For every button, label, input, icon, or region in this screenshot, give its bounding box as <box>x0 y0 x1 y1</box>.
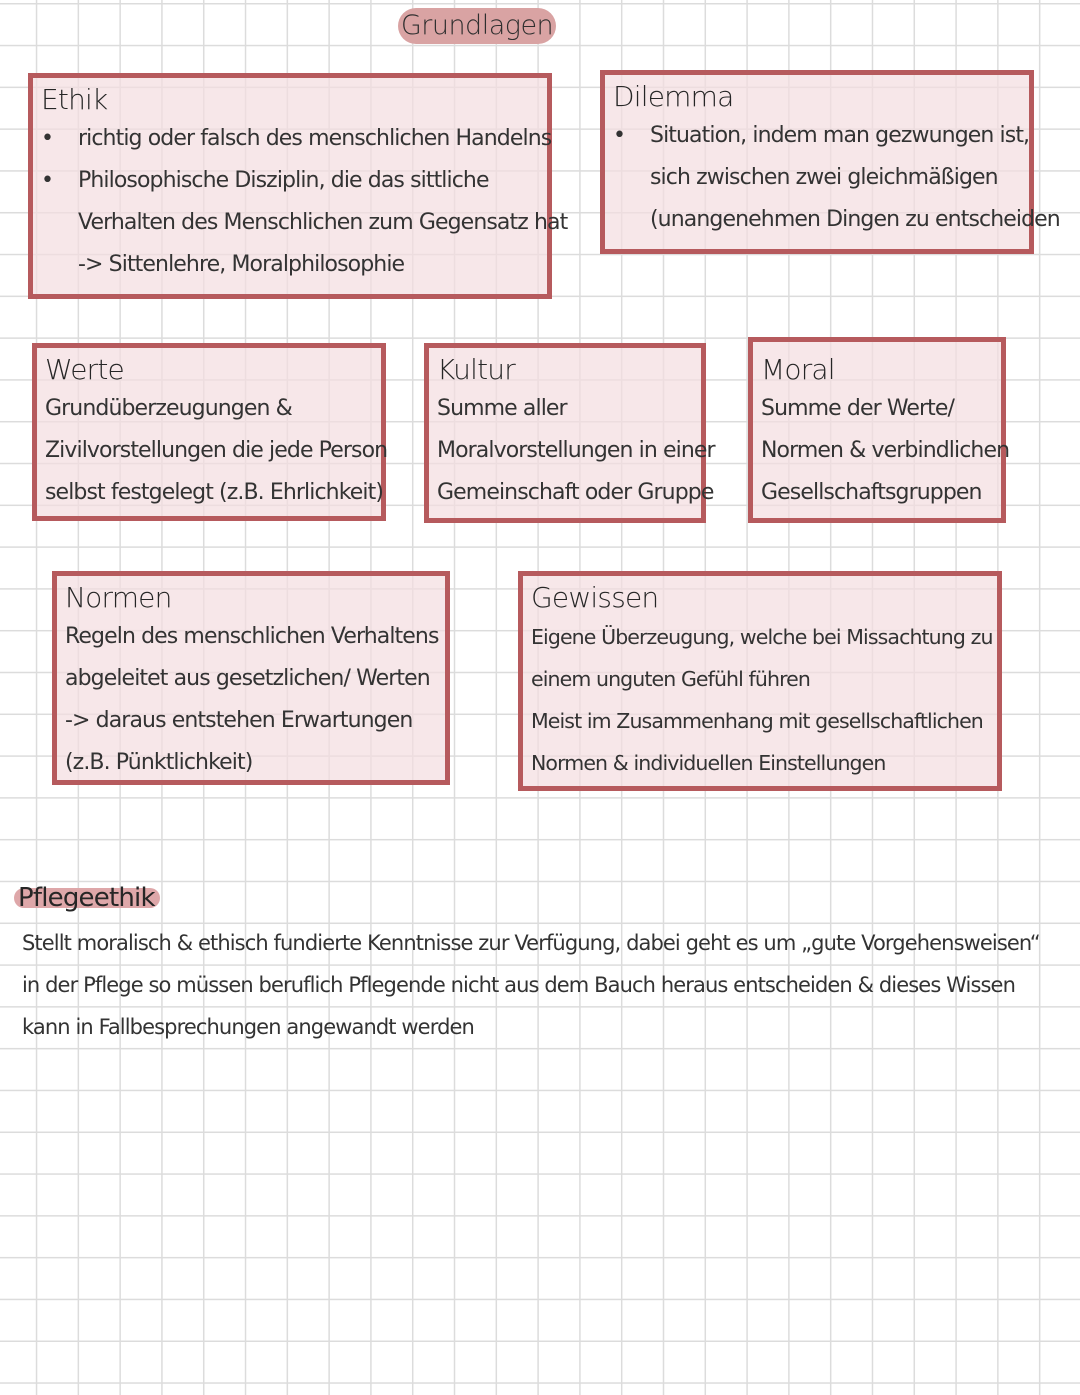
paragraph-line: kann in Fallbesprechungen angewandt werden <box>22 1015 474 1039</box>
card-normen-title: Normen <box>65 581 172 614</box>
card-normen-line: Regeln des menschlichen Verhaltens <box>65 624 439 649</box>
card-gewissen-title: Gewissen <box>531 581 659 614</box>
paragraph-line: in der Pflege so müssen beruflich Pflegende nicht aus dem Bauch heraus entscheiden & dieses Wissen <box>22 973 1015 997</box>
list-item: • Philosophische Disziplin, die das sittliche <box>41 160 539 202</box>
card-ethik-bullets <box>41 118 552 202</box>
card-werte-line: selbst festgelegt (z.B. Ehrlichkeit) <box>45 480 384 505</box>
card-moral-line: Normen & verbindlichen <box>761 438 1010 463</box>
card-werte-title: Werte <box>45 353 124 386</box>
page-title: Grundlagen <box>398 8 556 44</box>
card-moral-line: Summe der Werte/ <box>761 396 955 421</box>
card-moral-line: Gesellschaftsgruppen <box>761 480 982 505</box>
bullet-icon: • <box>613 123 626 148</box>
card-ethik-line: Verhalten des Menschlichen zum Gegensatz hat <box>78 210 568 235</box>
paragraph-line: Stellt moralisch & ethisch fundierte Kenntnisse zur Verfügung, dabei geht es um „gute Vorgehensweisen“ <box>22 931 1040 955</box>
card-gewissen-line: Normen & individuellen Einstellungen <box>531 751 886 775</box>
card-kultur <box>424 343 715 523</box>
card-moral <box>748 337 1010 523</box>
card-normen <box>52 571 450 785</box>
card-normen-line: abgeleitet aus gesetzlichen/ Werten <box>65 666 430 691</box>
card-dilemma-bullets <box>613 115 1030 157</box>
bullet-icon: • <box>41 126 54 151</box>
card-werte <box>32 343 386 521</box>
card-normen-line: -> daraus entstehen Erwartungen <box>65 708 413 733</box>
card-werte-line: Grundüberzeugungen & <box>45 396 292 421</box>
card-kultur-line: Gemeinschaft oder Gruppe <box>437 480 714 505</box>
card-gewissen-line: Meist im Zusammenhang mit gesellschaftlichen <box>531 709 983 733</box>
card-dilemma-line: (unangenehmen Dingen zu entscheiden <box>650 207 1060 232</box>
bullet-icon: • <box>41 168 54 193</box>
card-kultur-title: Kultur <box>437 353 515 386</box>
card-ethik-line: -> Sittenlehre, Moralphilosophie <box>78 252 405 277</box>
pflegeethik-paragraph <box>22 922 1062 1048</box>
list-item: • richtig oder falsch des menschlichen Handelns <box>41 118 539 160</box>
card-kultur-line: Summe aller <box>437 396 567 421</box>
card-dilemma-line: sich zwischen zwei gleichmäßigen <box>650 165 998 190</box>
card-gewissen-line: Eigene Überzeugung, welche bei Missachtung zu <box>531 625 993 649</box>
section-heading-pflegeethik: Pflegeethik <box>18 883 155 913</box>
list-item: • Situation, indem man gezwungen ist, <box>613 115 1021 157</box>
card-werte-line: Zivilvorstellungen die jede Person <box>45 438 388 463</box>
card-gewissen-line: einem unguten Gefühl führen <box>531 667 810 691</box>
card-ethik-title: Ethik <box>41 83 108 116</box>
card-gewissen <box>518 571 1002 791</box>
card-moral-title: Moral <box>761 353 835 386</box>
card-normen-line: (z.B. Pünktlichkeit) <box>65 750 253 775</box>
card-ethik <box>28 73 568 299</box>
card-dilemma-title: Dilemma <box>613 80 734 113</box>
card-kultur-line: Moralvorstellungen in einer <box>437 438 715 463</box>
card-dilemma <box>600 70 1060 254</box>
